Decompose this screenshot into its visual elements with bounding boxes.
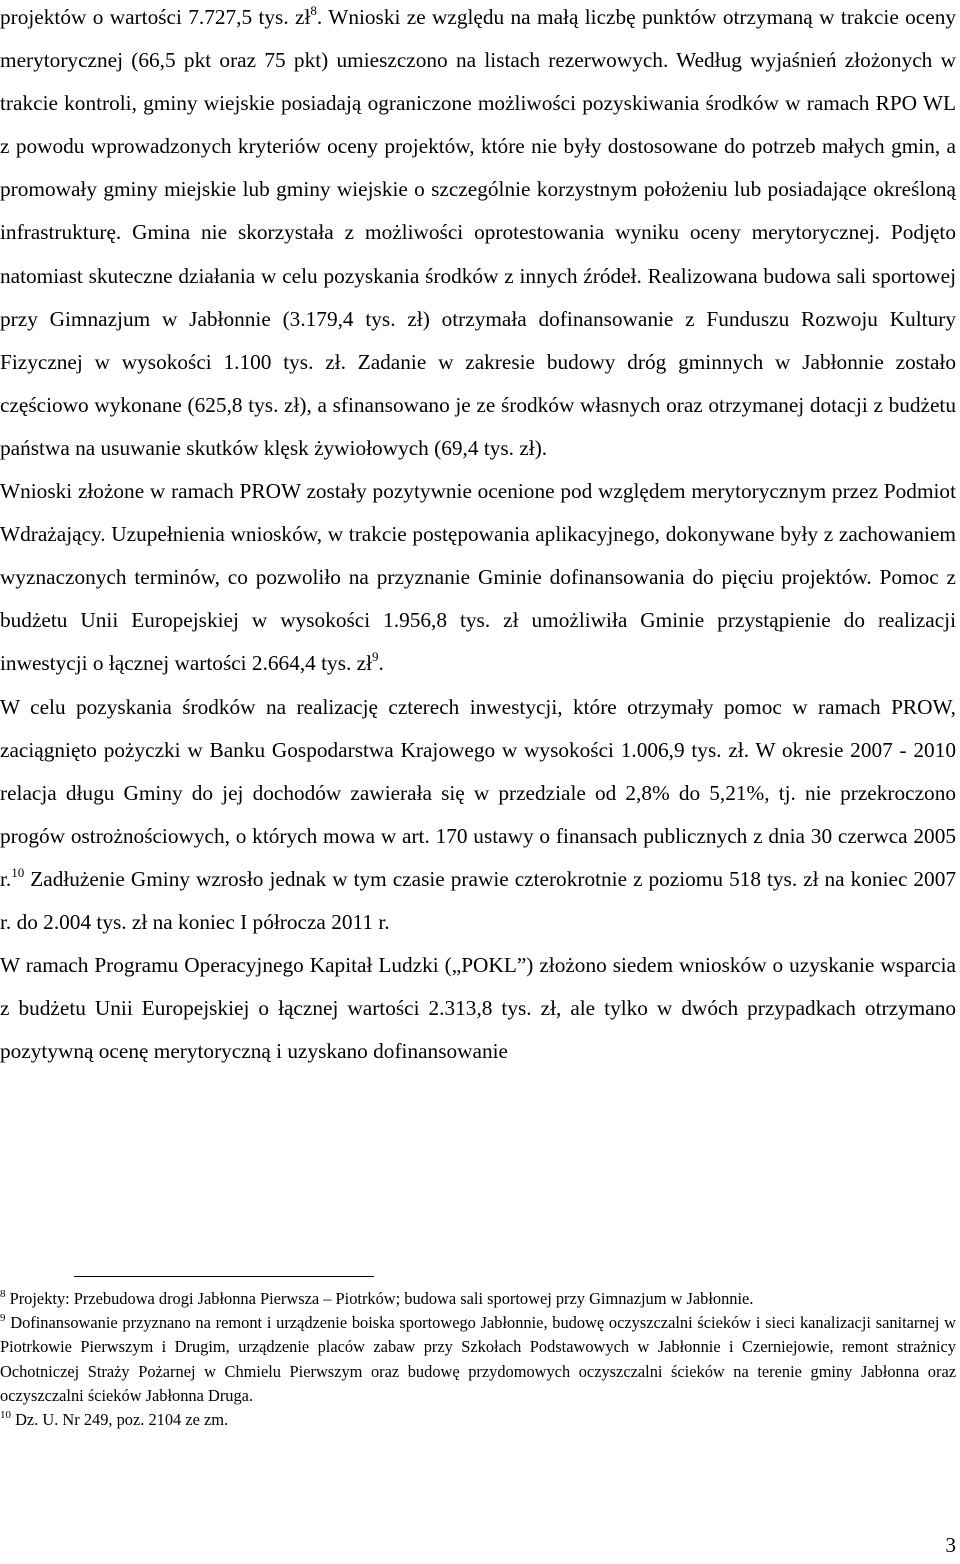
footnote-mark: 8 [0, 1288, 6, 1300]
paragraph-text: . Wnioski ze względu na małą liczbę punktów otrzymaną w trakcie oceny merytorycznej (66,5 pkt oraz 75 pkt) umieszczono na listach rezerwowych. Według wyjaśnień złożonych w trakcie kontroli, gminy wiejskie posiadają ograniczone możliwości pozyskiwania środków w ramach RPO WL z powodu wprowadzonych kryteriów oceny projektów, które nie były dostosowane do potrzeb małych gmin, a promowały gminy miejskie lub gminy wiejskie o szczególnie korzystnym położeniu lub posiadające określoną infrastrukturę. Gmina nie skorzystała z możliwości oprotestowania wyniku oceny merytorycznej. Podjęto natomiast skuteczne działania w celu pozyskania środków z innych źródeł. Realizowana budowa sali sportowej przy Gimnazjum w Jabłonnie (3.179,4 tys. zł) otrzymała dofinansowanie z Funduszu Rozwoju Kultury Fizycznej w wysokości 1.100 tys. zł. Zadanie w zakresie budowy dróg gminnych w Jabłonnie zostało częściowo wykonane (625,8 tys. zł), a sfinansowano je ze środków własnych oraz otrzymanej dotacji z budżetu państwa na usuwanie skutków klęsk żywiołowych (69,4 tys. zł). [0, 5, 956, 460]
paragraph-text: W celu pozyskania środków na realizację czterech inwestycji, które otrzymały pomoc w ramach PROW, zaciągnięto pożyczki w Banku Gospodarstwa Krajowego w wysokości 1.006,9 tys. zł. W okresie 2007 - 2010 relacja długu Gminy do jej dochodów zawierała się w przedziale od 2,8% do 5,21%, tj. nie przekroczono progów ostrożnościowych, o których mowa w art. 170 ustawy o finansach publicznych z dnia 30 czerwca 2005 r. [0, 694, 956, 891]
footnote-mark: 10 [0, 1409, 11, 1422]
paragraph-1 [0, 0, 956, 470]
footnotes [0, 1287, 956, 1432]
paragraph-2 [0, 470, 956, 685]
footnote-ref-8[interactable]: 8 [310, 3, 317, 18]
footnote-separator [74, 1276, 374, 1277]
footnote-text: Projekty: Przebudowa drogi Jabłonna Pierwsza – Piotrków; budowa sali sportowej przy Gimnazjum w Jabłonnie. [5, 1289, 754, 1308]
footnote-text: Dz. U. Nr 249, poz. 2104 ze zm. [11, 1410, 229, 1430]
footnote-9 [0, 1311, 956, 1408]
footnote-8 [0, 1287, 956, 1311]
paragraph-4 [0, 944, 956, 1073]
paragraph-text: . [378, 651, 384, 676]
footnote-ref-10[interactable]: 10 [11, 864, 25, 880]
footnote-text: Dofinansowanie przyznano na remont i urządzenie boiska sportowego Jabłonnie, budowę oczyszczalni ścieków i sieci kanalizacji sanitarnej w Piotrkowie Pierwszym i Drugim, urządzenie placów zabaw przy Szkołach Podstawowych w Jabłonnie i Czerniejowie, remont strażnicy Ochotniczej Straży Pożarnej w Chmielu Pierwszym oraz budowę przydomowych oczyszczalni ścieków na terenie gminy Jabłonna oraz oczyszczalni ścieków Jabłonna Druga. [0, 1313, 956, 1405]
paragraph-text: W ramach Programu Operacyjnego Kapitał Ludzki („POKL”) złożono siedem wniosków o uzyskanie wsparcia z budżetu Unii Europejskiej o łącznej wartości 2.313,8 tys. zł, ale tylko w dwóch przypadkach otrzymano pozytywną ocenę merytoryczną i uzyskano dofinansowanie [0, 953, 956, 1064]
paragraph-3 [0, 686, 956, 945]
page-number: 3 [945, 1533, 956, 1557]
footnote-mark: 9 [0, 1312, 6, 1325]
footnote-ref-9[interactable]: 9 [372, 649, 379, 665]
paragraph-text: Zadłużenie Gminy wzrosło jednak w tym czasie prawie czterokrotnie z poziomu 518 tys. zł na koniec 2007 r. do 2.004 tys. zł na koniec I półrocza 2011 r. [0, 866, 956, 934]
paragraph-text: Wnioski złożone w ramach PROW zostały pozytywnie ocenione pod względem merytorycznym przez Podmiot Wdrażający. Uzupełnienia wniosków, w trakcie postępowania aplikacyjnego, dokonywane były z zachowaniem wyznaczonych terminów, co pozwoliło na przyznanie Gminie dofinansowania do pięciu projektów. Pomoc z budżetu Unii Europejskiej w wysokości 1.956,8 tys. zł umożliwiła Gminie przystąpienie do realizacji inwestycji o łącznej wartości 2.664,4 tys. zł [0, 479, 956, 676]
paragraph-text: projektów o wartości 7.727,5 tys. zł [0, 5, 311, 29]
footnote-10 [0, 1408, 956, 1432]
